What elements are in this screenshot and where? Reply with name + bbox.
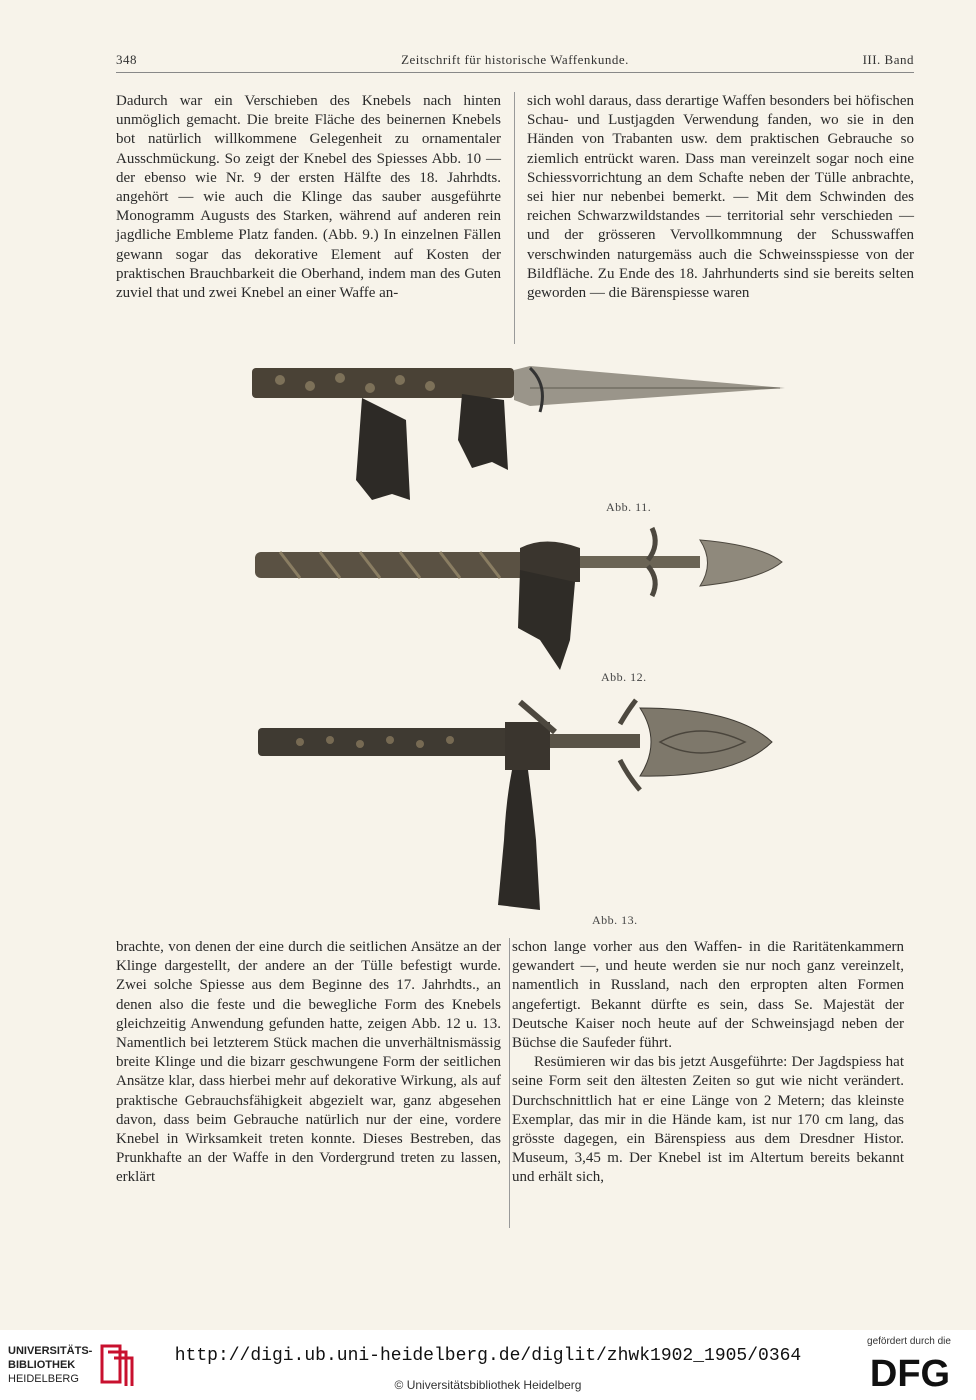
paragraph: Dadurch war ein Verschieben des Knebels nach hinten unmöglich gemacht. Die breite Fläche des beinernen Knebels bot natürlich willkommene Gelegenheit zu ornamentaler Ausschmückung. So zeigt der Knebel des Spiesses Abb. 10 — der ebenso wie Nr. 9 der ersten Hälfte des 18. Jahrhdts. angehört — wie auch die Klinge das sauber ausgeführte Monogramm Augusts des Starken, während auf anderen rein jagdliche Embleme Platz fanden. (Abb. 9.) In einzelnen Fällen gewann sogar das dekorative Element auf Kosten der praktischen Brauchbarkeit die Oberhand, indem man des Guten zuviel that und zwei Knebel an einer Waffe an- [116,93,501,302]
permalink-url[interactable]: http://digi.ub.uni-heidelberg.de/diglit/zhwk1902_1905/0364 [174,1346,802,1366]
figure-caption-12: Abb. 12. [601,670,647,684]
spear-figure-12 [255,528,782,670]
paragraph: Resümieren wir das bis jetzt Ausgeführte: Der Jagdspiess hat seine Form seit den ältesten Zeiten so gut wie nicht verändert. Durchschnittlich hat er eine Länge von 2 Metern; das kleinste Exemplar, das mir in die Hände kam, ist nur 170 cm lang, das grösste dagegen, ein Bärenspiess aus dem Dresdner Histor. Museum, 3,45 m. Der Knebel ist im Altertum bereits bekannt und erhält sich, [512,1054,904,1186]
paragraph: sich wohl daraus, dass derartige Waffen besonders bei höfischen Schau- und Lustjagden Verwendung fanden, wo sie in den Händen von Trabanten usw. dem praktischen Gebrauche so ziemlich entrückt waren. Dass man vereinzelt sogar noch eine Schiessvorrichtung an dem Schafte neben der Tülle anbrachte, sei hier nur nebenbei bemerkt. — Mit dem Schwinden des reichen Schwarzwildstandes — territorial sehr verschieden — und der grösseren Vervollkommnung der Schusswaffen verschwinden naturgemäss auch die Schweinsspiesse von der Bildfläche. Zu Ende des 18. Jahrhunderts sind sie bereits selten geworden — die Bärenspiesse waren [527,93,914,302]
library-name: UNIVERSITÄTS- BIBLIOTHEK HEIDELBERG [8,1345,93,1385]
funded-by-label: gefördert durch die [867,1336,951,1347]
volume-label: III. Band [862,52,914,67]
digitization-footer [0,1330,976,1400]
bottom-right-column [512,938,904,1188]
copyright-notice: © Universitätsbibliothek Heidelberg [394,1378,582,1392]
paragraph: schon lange vorher aus den Waffen- in die Raritätenkammern gewandert —, und heute werden sie nur noch ganz vereinzelt, namentlich in Russland, nach den erpropten alten Formen angefertigt. Bekannt dürfte es sein, dass Se. Majestät der Deutsche Kaiser noch heute auf der Schweinsjagd neben der Büchse die Saufeder führt. [512,939,904,1052]
dfg-logo-text: DFG [869,1353,951,1392]
figure-caption-13: Abb. 13. [592,913,638,927]
figure-caption-11: Abb. 11. [606,500,652,514]
spear-figure-11 [252,366,785,500]
bottom-left-column [116,938,501,1188]
spear-figure-13 [258,700,772,910]
dfg-logo [858,1352,962,1392]
page-number: 348 [116,52,137,67]
paragraph: brachte, von denen der eine durch die seitlichen Ansätze an der Klinge dargestellt, der andere an der Tülle befestigt wurde. Zwei solche Spiesse aus dem Beginne des 17. Jahrhdts., an denen also die feste und die bewegliche Form des Knebels gleichzeitig Anwendung gefunden hatte, zeigen Abb. 12 u. 13. Namentlich bei letzterem Stück machen die unverhältnismässig breite Klinge und die bizarr geschwungene Form der seitlichen Ansätze klar, dass hierbei mehr auf dekorative Wirkung, als auf praktische Gebrauchsfähigkeit abgezielt war, ganz abgesehen davon, dass beim Gebrauche natürlich nur der eine, vordere Knebel in Wirksamkeit treten konnte. Dieses Bestreben, das Prunkhafte an der Waffe in den Vordergrund treten zu lassen, erklärt [116,939,501,1186]
column-divider [509,938,510,1228]
journal-title: Zeitschrift für historische Waffenkunde. [401,52,629,67]
